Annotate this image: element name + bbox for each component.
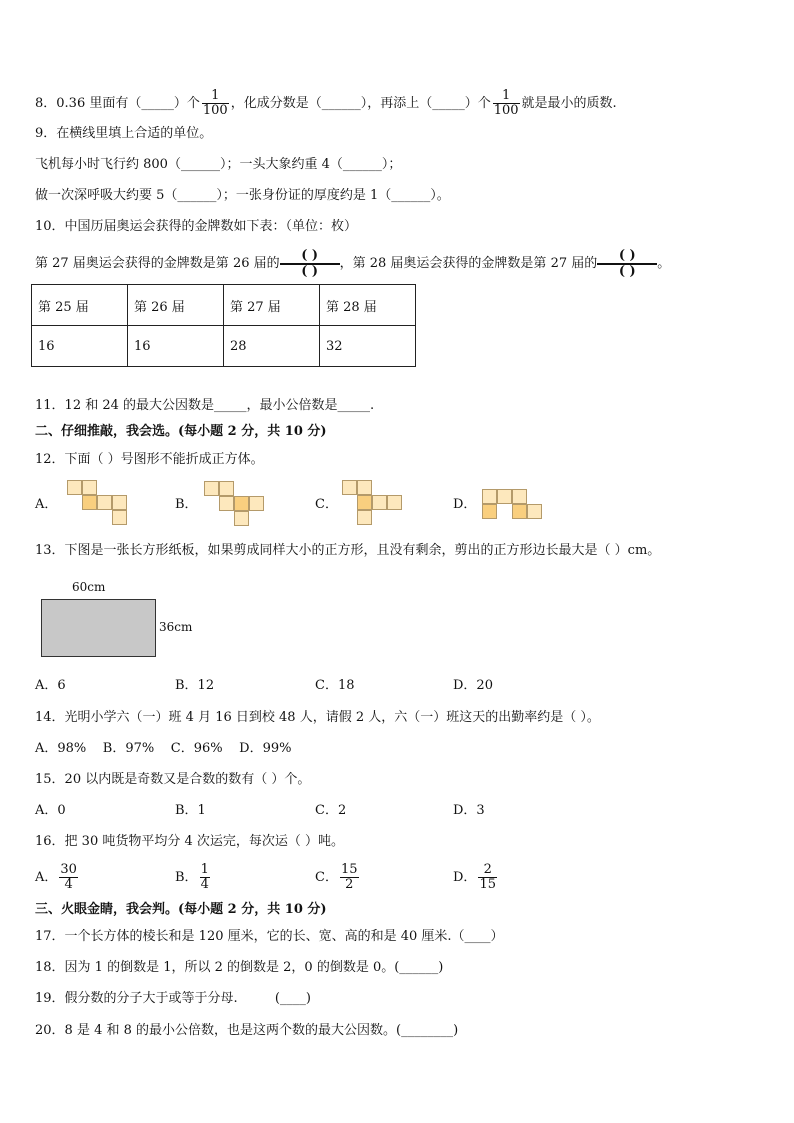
question-10-line: 第 27 届奥运会获得的金牌数是第 26 届的 ( ) ( ) ，第 28 届奥运会获得的金牌数是第 27 届的 ( ) ( ) 。 bbox=[35, 247, 671, 279]
rectangle-width-label: 60cm bbox=[72, 580, 106, 594]
table-header-cell: 第 26 届 bbox=[128, 285, 224, 326]
option-a: A．0 bbox=[35, 803, 66, 818]
question-14-options: A．98% B．97% C．96% D．99% bbox=[35, 741, 292, 756]
question-14-title: 14．光明小学六（一）班 4 月 16 日到校 48 人，请假 2 人，六（一）班这天的出勤率约是（ ）。 bbox=[35, 710, 600, 725]
question-16-title: 16．把 30 吨货物平均分 4 次运完，每次运（ ）吨。 bbox=[35, 834, 345, 849]
table-row bbox=[32, 326, 416, 367]
option-a-label: A． bbox=[35, 497, 58, 512]
option-d-label: D． bbox=[453, 497, 477, 512]
medal-table bbox=[31, 284, 416, 367]
question-9-title: 9．在横线里填上合适的单位。 bbox=[35, 126, 213, 141]
table-header-cell: 第 27 届 bbox=[224, 285, 320, 326]
question-17: 17．一个长方体的棱长和是 120 厘米，它的长、宽、高的和是 40 厘米.（____） bbox=[35, 929, 504, 944]
option-a: A． $\frac{30}{4}$ bbox=[35, 862, 77, 892]
section-3-heading: 三、火眼金睛，我会判。(每小题 2 分，共 10 分) bbox=[35, 902, 327, 917]
question-13-title: 13．下图是一张长方形纸板，如果剪成同样大小的正方形，且没有剩余，剪出的正方形边长最大是（ ）cm。 bbox=[35, 543, 661, 558]
question-10-title: 10．中国历届奥运会获得的金牌数如下表：（单位：枚） bbox=[35, 219, 358, 234]
option-d: D． $\frac{2}{15}$ bbox=[453, 862, 496, 892]
table-cell: 32 bbox=[320, 326, 416, 367]
rectangle-height-label: 36cm bbox=[159, 620, 193, 634]
option-b-label: B． bbox=[175, 497, 198, 512]
question-9-line2: 做一次深呼吸大约要 5（______）；一张身份证的厚度约是 1（______）。 bbox=[35, 188, 450, 203]
section-2-heading: 二、仔细推敲，我会选。(每小题 2 分，共 10 分) bbox=[35, 424, 327, 439]
option-c-label: C． bbox=[315, 497, 338, 512]
option-c: C． $\frac{15}{2}$ bbox=[315, 862, 358, 892]
cardboard-rectangle bbox=[41, 599, 156, 657]
table-header-row bbox=[32, 285, 416, 326]
question-18: 18．因为 1 的倒数是 1，所以 2 的倒数是 2，0 的倒数是 0。(______) bbox=[35, 960, 444, 975]
table-cell: 16 bbox=[32, 326, 128, 367]
option-b: B．1 bbox=[175, 803, 206, 818]
fraction: $\frac{30}{4}$ bbox=[60, 862, 77, 892]
question-11: 11．12 和 24 的最大公因数是_____，最小公倍数是_____. bbox=[35, 398, 375, 413]
question-15-title: 15．20 以内既是奇数又是合数的数有（ ）个。 bbox=[35, 772, 311, 787]
table-header-cell: 第 28 届 bbox=[320, 285, 416, 326]
fraction: $\frac{1}{4}$ bbox=[200, 862, 209, 892]
question-8: 8．0.36 里面有（_____）个 $\frac{1}{100}$ ，化成分数是（______），再添上（_____）个 $\frac{1}{100}$ 就是最小的质数. bbox=[35, 88, 617, 118]
blank-fraction: ( ) ( ) bbox=[280, 249, 340, 279]
option-d: D．20 bbox=[453, 678, 493, 693]
option-b: B．12 bbox=[175, 678, 215, 693]
table-cell: 28 bbox=[224, 326, 320, 367]
question-19: 19．假分数的分子大于或等于分母. (____) bbox=[35, 991, 312, 1006]
fraction: $\frac{1}{100}$ bbox=[202, 88, 228, 118]
table-cell: 16 bbox=[128, 326, 224, 367]
fraction: $\frac{2}{15}$ bbox=[479, 862, 496, 892]
table-header-cell: 第 25 届 bbox=[32, 285, 128, 326]
option-a: A．6 bbox=[35, 678, 66, 693]
blank-fraction: ( ) ( ) bbox=[597, 249, 657, 279]
fraction: $\frac{1}{100}$ bbox=[493, 88, 519, 118]
question-20: 20．8 是 4 和 8 的最小公倍数，也是这两个数的最大公因数。(________) bbox=[35, 1023, 459, 1038]
fraction: $\frac{15}{2}$ bbox=[340, 862, 358, 892]
option-b: B． $\frac{1}{4}$ bbox=[175, 862, 209, 892]
option-c: C．2 bbox=[315, 803, 347, 818]
option-d: D．3 bbox=[453, 803, 485, 818]
question-9-line1: 飞机每小时飞行约 800（______）；一头大象约重 4（______）； bbox=[35, 157, 402, 172]
question-12-title: 12．下面（ ）号图形不能折成正方体。 bbox=[35, 452, 264, 467]
option-c: C．18 bbox=[315, 678, 355, 693]
